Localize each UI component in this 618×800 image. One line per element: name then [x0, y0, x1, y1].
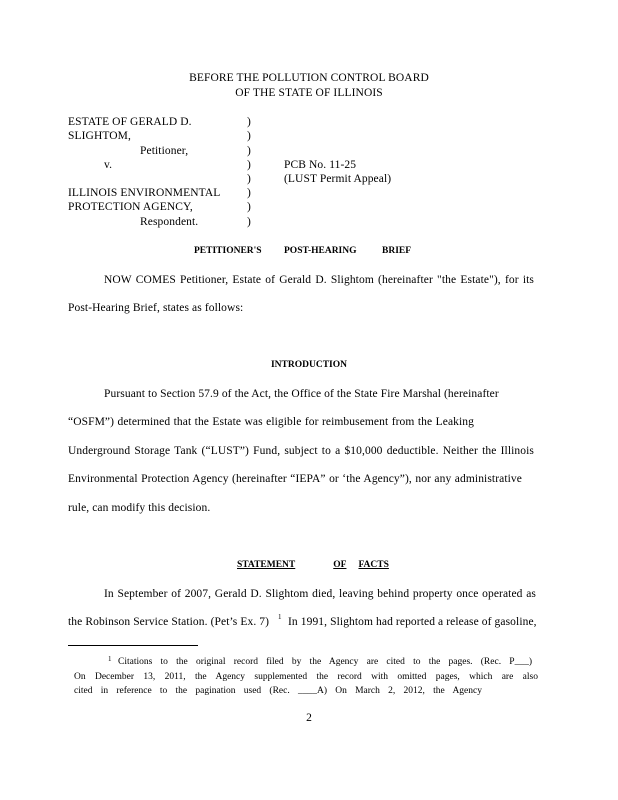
- caption-paren: ): [247, 187, 251, 199]
- caption-paren: ): [247, 173, 251, 185]
- court-name-line2: OF THE STATE OF ILLINOIS: [235, 87, 383, 99]
- footnote-reference-mark: 1: [278, 613, 282, 621]
- brief-title-word3: BRIEF: [382, 246, 412, 256]
- introduction-heading: INTRODUCTION: [270, 360, 347, 370]
- caption-paren: ): [247, 116, 251, 128]
- introduction-line5: rule, can modify this decision.: [68, 502, 211, 514]
- facts-line2b: In 1991, Slightom had reported a release of gasoline,: [288, 616, 537, 628]
- facts-heading-word1: STATEMENT: [237, 560, 296, 570]
- caption-paren: ): [247, 216, 251, 228]
- petitioner-name-line2: SLIGHTOM,: [68, 130, 131, 142]
- respondent-role: Respondent.: [140, 216, 199, 228]
- introduction-line3: Underground Storage Tank (“LUST”) Fund, subject to a $10,000 deductible. Neither the Illinois: [68, 445, 534, 457]
- caption-paren: ): [247, 159, 251, 171]
- respondent-name-line2: PROTECTION AGENCY,: [68, 201, 193, 213]
- caption-paren: ): [247, 201, 251, 213]
- caption-paren: ): [247, 130, 251, 142]
- footnote-separator: [68, 645, 198, 646]
- petitioner-role: Petitioner,: [140, 145, 189, 157]
- caption-paren: ): [247, 145, 251, 157]
- court-name-line1: BEFORE THE POLLUTION CONTROL BOARD: [189, 72, 429, 84]
- facts-line1: In September of 2007, Gerald D. Slightom died, leaving behind property once operated as: [104, 588, 536, 600]
- opening-line2: Post-Hearing Brief, states as follows:: [68, 302, 244, 314]
- introduction-line2: “OSFM”) determined that the Estate was eligible for reimbusement from the Leaking: [68, 416, 474, 428]
- case-type: (LUST Permit Appeal): [284, 173, 392, 185]
- footnote-line1: Citations to the original record filed by the Agency are cited to the pages. (Rec. P___): [118, 657, 532, 667]
- petitioner-name-line1: ESTATE OF GERALD D.: [68, 116, 192, 128]
- respondent-name-line1: ILLINOIS ENVIRONMENTAL: [68, 187, 221, 199]
- facts-heading: [237, 560, 389, 570]
- brief-title-word2: POST-HEARING: [284, 246, 357, 256]
- introduction-line1: Pursuant to Section 57.9 of the Act, the Office of the State Fire Marshal (hereinafter: [104, 388, 499, 400]
- page-number: 2: [306, 712, 312, 724]
- facts-line2a: the Robinson Service Station. (Pet’s Ex. 7): [68, 616, 270, 628]
- facts-heading-word2: OF: [333, 560, 347, 570]
- brief-title-word1: PETITIONER'S: [194, 246, 262, 256]
- opening-line1: NOW COMES Petitioner, Estate of Gerald D. Slightom (hereinafter "the Estate"), for its: [104, 274, 534, 286]
- footnote-line2: On December 13, 2011, the Agency supplemented the record with omitted pages, which are also: [74, 672, 538, 682]
- footnote-line3: cited in reference to the pagination used (Rec. ____A) On March 2, 2012, the Agency: [74, 686, 482, 696]
- facts-heading-word3: FACTS: [358, 560, 389, 570]
- footnote-mark: 1: [108, 655, 112, 663]
- versus: v.: [104, 159, 113, 171]
- introduction-line4: Environmental Protection Agency (hereinafter “IEPA” or ‘the Agency”), nor any administrative: [68, 473, 522, 485]
- case-number: PCB No. 11-25: [284, 159, 357, 171]
